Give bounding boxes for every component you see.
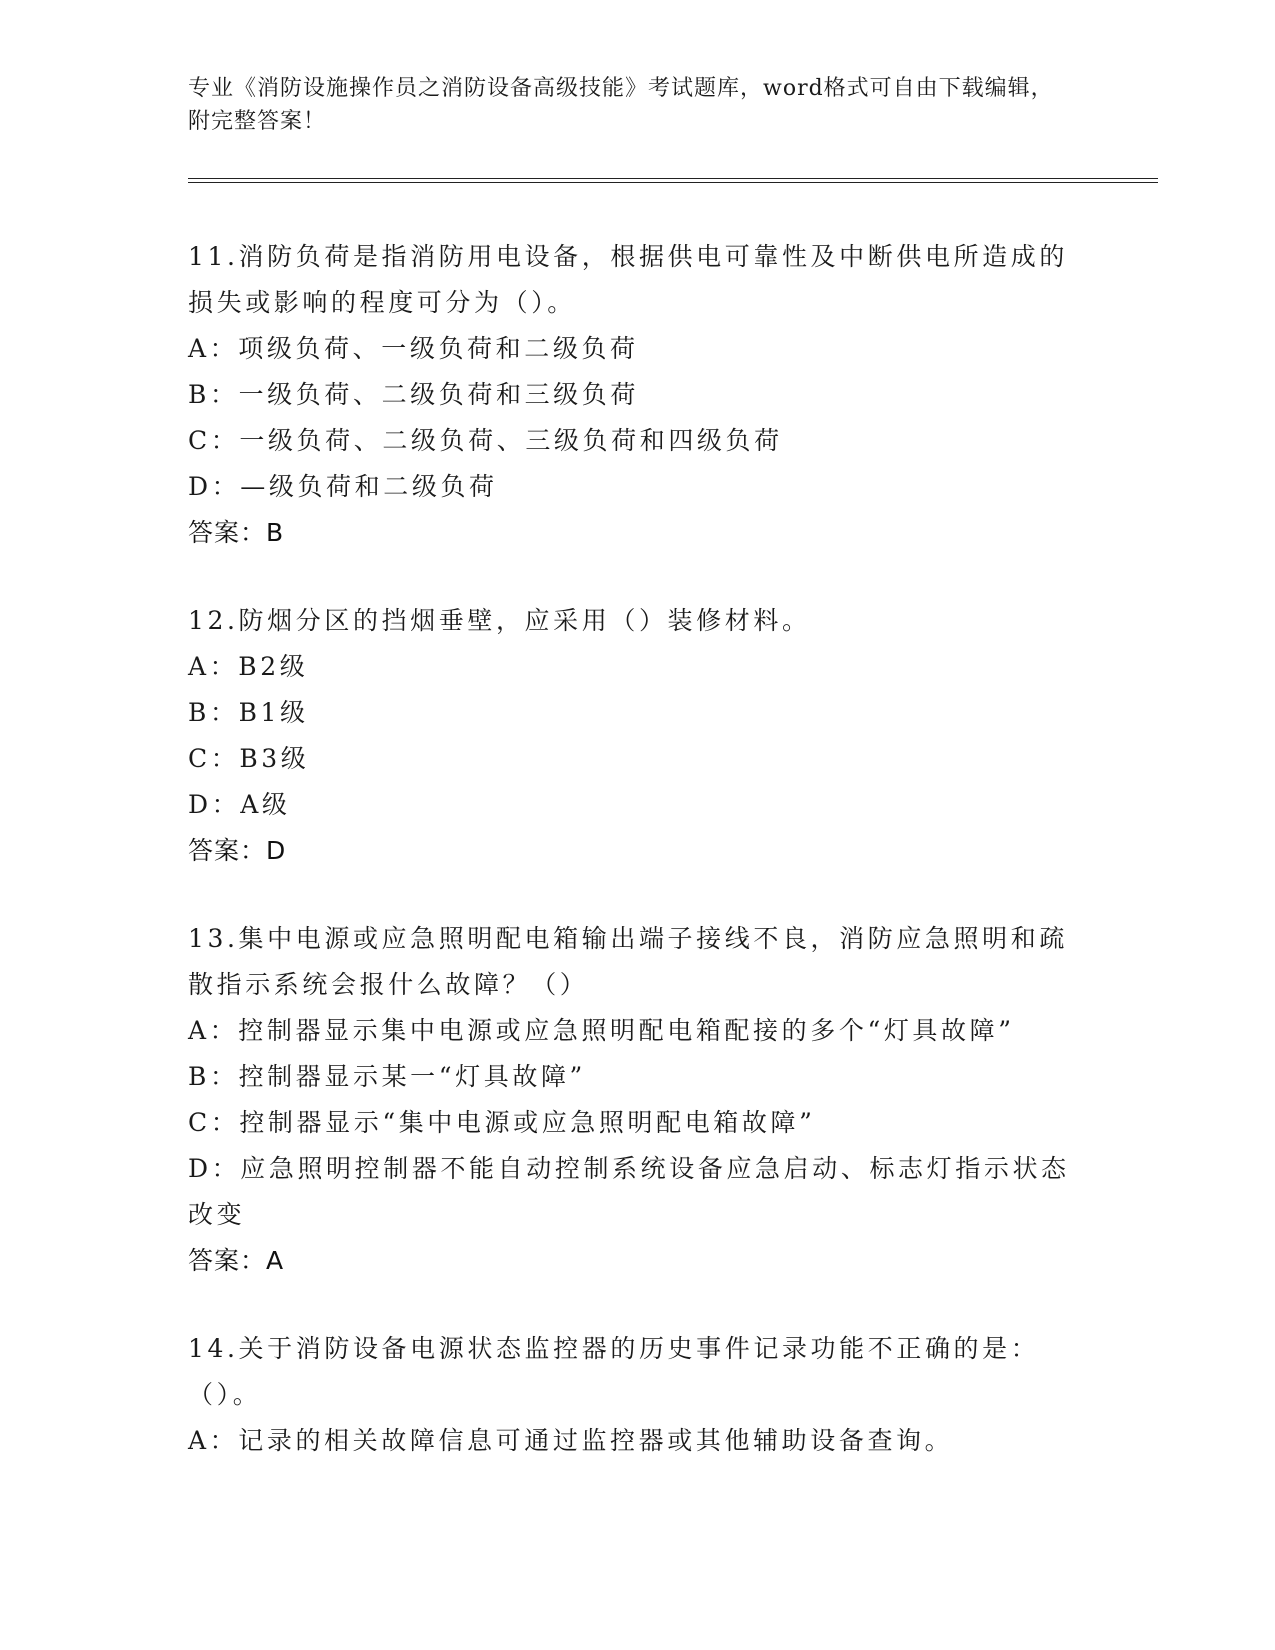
question-stem: 14.关于消防设备电源状态监控器的历史事件记录功能不正确的是：（）。 bbox=[188, 1334, 1040, 1409]
answer-label: 答案：A bbox=[188, 1246, 285, 1275]
answer-label: 答案：B bbox=[188, 518, 285, 547]
option-a: A：B2级 bbox=[188, 652, 309, 681]
option-c: C：一级负荷、二级负荷、三级负荷和四级负荷 bbox=[188, 426, 783, 455]
question-stem: 12.防烟分区的挡烟垂壁，应采用（）装修材料。 bbox=[188, 606, 811, 635]
option-d: D：—级负荷和二级负荷 bbox=[188, 472, 498, 501]
header-divider bbox=[188, 178, 1158, 183]
option-c: C：B3级 bbox=[188, 744, 310, 773]
option-b: B：B1级 bbox=[188, 698, 309, 727]
question-stem: 13.集中电源或应急照明配电箱输出端子接线不良，消防应急照明和疏散指示系统会报什么故障？（） bbox=[188, 924, 1068, 999]
option-a: A：项级负荷、一级负荷和二级负荷 bbox=[188, 334, 639, 363]
question-13 bbox=[188, 916, 1078, 1284]
answer-label: 答案：D bbox=[188, 836, 287, 865]
option-d: D：应急照明控制器不能自动控制系统设备应急启动、标志灯指示状态改变 bbox=[188, 1154, 1070, 1229]
option-c: C：控制器显示“集中电源或应急照明配电箱故障” bbox=[188, 1108, 816, 1137]
page-header-text: 专业《消防设施操作员之消防设备高级技能》考试题库，word格式可自由下载编辑，附完整答案！ bbox=[188, 76, 1054, 134]
question-12 bbox=[188, 598, 1078, 874]
option-a: A：控制器显示集中电源或应急照明配电箱配接的多个“灯具故障” bbox=[188, 1016, 1015, 1045]
option-b: B：控制器显示某一“灯具故障” bbox=[188, 1062, 586, 1091]
option-a: A：记录的相关故障信息可通过监控器或其他辅助设备查询。 bbox=[188, 1426, 954, 1455]
option-d: D：A级 bbox=[188, 790, 291, 819]
question-11 bbox=[188, 234, 1078, 556]
question-list bbox=[188, 234, 1078, 1506]
question-stem: 11.消防负荷是指消防用电设备，根据供电可靠性及中断供电所造成的损失或影响的程度可分为（）。 bbox=[188, 242, 1068, 317]
option-b: B：一级负荷、二级负荷和三级负荷 bbox=[188, 380, 639, 409]
question-14 bbox=[188, 1326, 1078, 1464]
